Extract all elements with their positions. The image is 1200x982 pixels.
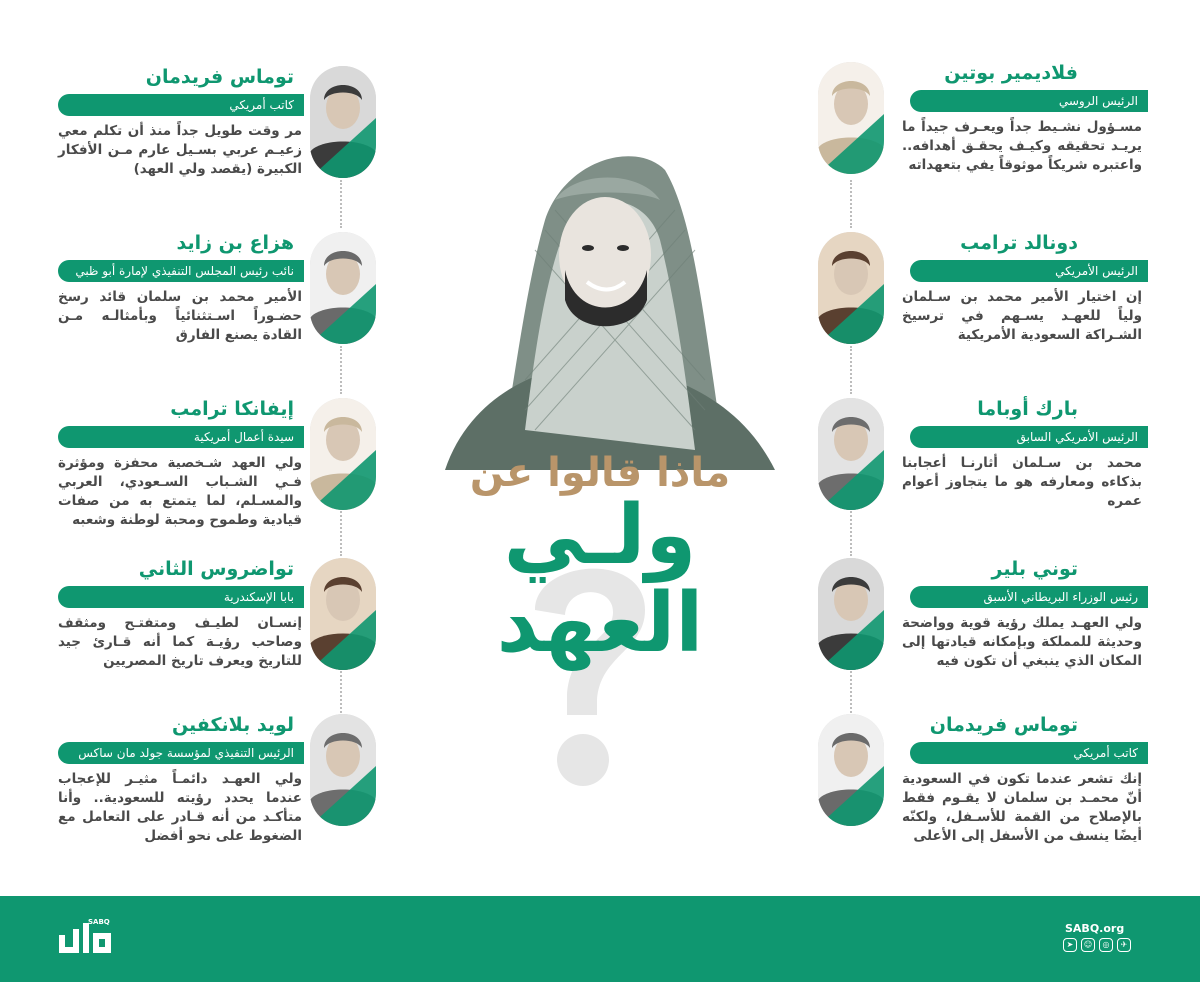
person-name: توماس فريدمان xyxy=(145,66,294,88)
person-role: كاتب أمريكي xyxy=(58,94,304,116)
quote-card xyxy=(818,558,1148,698)
social-icons xyxy=(1063,938,1131,952)
person-quote: ولي العهد شـخصية محفزة ومؤثرة فـي الشـباب السـعودي، العربي والمسـلم، لما يتمتع به من صفات قيادية وطموح ومحبة لوطنة وشعبه xyxy=(58,455,302,528)
person-name: توماس فريدمان xyxy=(929,714,1078,736)
person-role: نائب رئيس المجلس التنفيذي لإمارة أبو ظبي xyxy=(58,260,304,282)
person-role: بابا الإسكندرية xyxy=(58,586,304,608)
person-photo xyxy=(818,558,884,670)
quote-card xyxy=(48,714,378,854)
person-photo xyxy=(310,232,376,344)
quote-card xyxy=(48,558,378,698)
site-url[interactable]: SABQ.org xyxy=(1065,922,1125,935)
person-quote: مر وقت طويل جداً منذ أن تكلم معي زعيـم عربي بسـيل عارم مـن الأفكار الكبيرة (يقصد ولي العهد) xyxy=(58,123,302,177)
person-quote: ولي العهـد دائمـاً مثيـر للإعجاب عندما يحدد رؤيته للسعودية.. وأنا متأكـد من أنه قـادر على التعامل مع الضغوط على نحو أفضل xyxy=(58,771,302,844)
person-role: الرئيس الروسي xyxy=(910,90,1148,112)
person-quote: ولي العهـد يملك رؤية قوية وواضحة وحديثة للمملكة وبإمكانه قيادتها إلى المكان الذي ينبغي أن تكون فيه xyxy=(902,615,1142,669)
person-quote: محمد بن سـلمان أثارنـا أعجابنا بذكاءه ومعارفه هو ما يتجاوز أعوام عمره xyxy=(902,455,1142,509)
person-role: كاتب أمريكي xyxy=(910,742,1148,764)
person-name: فلاديمير بوتين xyxy=(944,62,1078,84)
person-role: سيدة أعمال أمريكية xyxy=(58,426,304,448)
person-quote: الأمير محمد بن سلمان قائد رسخ حضـوراً اسـتثنائياً وبأمثالـه مـن القادة يصنع الفارق xyxy=(58,289,302,343)
person-name: إيفانكا ترامب xyxy=(170,398,294,420)
person-quote: مسـؤول نشـيط جداً ويعـرف جيداً ما يريـد تحقيقه وكيـف يحقـق أهدافه.. واعتبره شريكاً موثوقاً يفي بتعهداته xyxy=(902,119,1142,173)
person-photo xyxy=(310,714,376,826)
person-photo xyxy=(818,714,884,826)
person-quote: إنك تشعر عندما تكون في السعودية أنّ محمـد بن سلمان لا يقـوم فقط بالإصلاح من القمة للأسـفل، ولكنّه أيضًا ينسف من الأسفل إلى الأعلى xyxy=(902,771,1142,844)
person-photo xyxy=(310,558,376,670)
title-line-1: ماذا قالوا عن xyxy=(469,450,731,496)
person-role: الرئيس الأمريكي السابق xyxy=(910,426,1148,448)
quote-card xyxy=(48,232,378,372)
logo-mini-text: SABQ xyxy=(88,918,110,926)
quote-card xyxy=(48,66,378,206)
person-photo xyxy=(310,66,376,178)
person-name: لويد بلانكفين xyxy=(171,714,294,736)
crown-prince-portrait xyxy=(405,130,795,470)
person-role: رئيس الوزراء البريطاني الأسبق xyxy=(910,586,1148,608)
person-name: دونالد ترامب xyxy=(960,232,1078,254)
title-alahd: العهد xyxy=(496,576,704,671)
person-photo xyxy=(818,232,884,344)
instagram-icon[interactable]: ◎ xyxy=(1099,938,1113,952)
person-name: توني بلير xyxy=(991,558,1078,580)
person-photo xyxy=(818,398,884,510)
person-name: تواضروس الثاني xyxy=(138,558,294,580)
person-role: الرئيس التنفيذي لمؤسسة جولد مان ساكس xyxy=(58,742,304,764)
person-name: هزاع بن زايد xyxy=(176,232,294,254)
title-line-2 xyxy=(440,488,760,671)
quote-card xyxy=(818,398,1148,538)
person-photo xyxy=(310,398,376,510)
quote-card xyxy=(818,62,1148,202)
quote-card xyxy=(818,232,1148,372)
person-name: بارك أوباما xyxy=(977,398,1078,420)
footer-bar xyxy=(0,896,1200,982)
quote-card xyxy=(818,714,1148,854)
twitter-icon[interactable]: ✈ xyxy=(1117,938,1131,952)
person-role: الرئيس الأمريكي xyxy=(910,260,1148,282)
telegram-icon[interactable]: ➤ xyxy=(1063,938,1077,952)
snapchat-icon[interactable]: ☺ xyxy=(1081,938,1095,952)
title-wali: ولـي xyxy=(503,488,697,583)
quote-card xyxy=(48,398,378,538)
person-quote: إن اختيار الأمير محمد بن سـلمان ولياً للعهـد يسـهم في ترسيخ الشـراكة السعودية الأمريكية xyxy=(902,289,1142,343)
person-photo xyxy=(818,62,884,174)
person-quote: إنسـان لطيـف ومتفتـح ومثقف وصاحب رؤيـة كما أنه قـارئ جيد للتاريخ ويعرف تاريخ المصريين xyxy=(58,615,302,669)
